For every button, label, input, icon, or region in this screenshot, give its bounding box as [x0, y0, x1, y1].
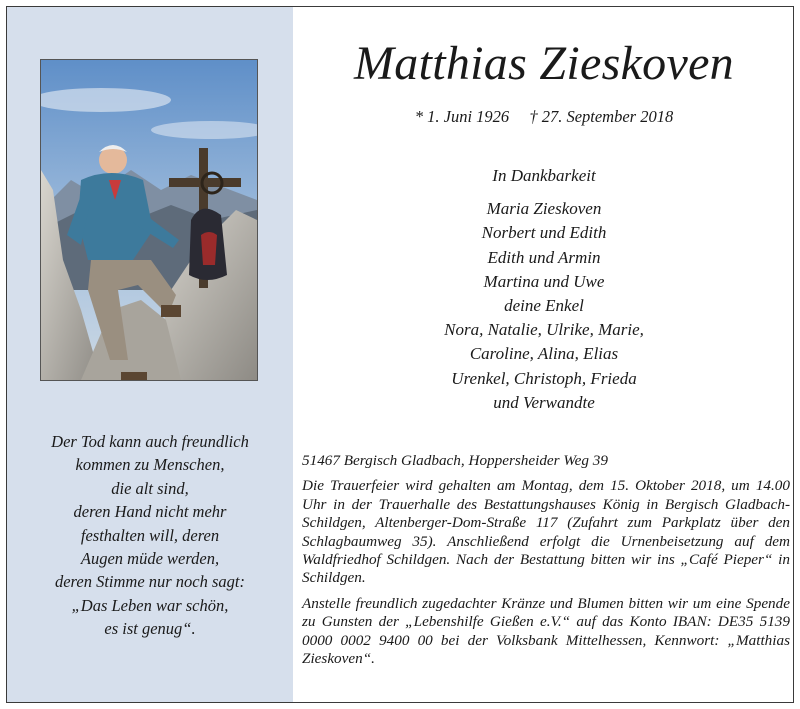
- mourner-line: deine Enkel: [504, 296, 584, 316]
- mourner-line: Edith und Armin: [487, 247, 601, 267]
- poem-line: die alt sind,: [111, 478, 189, 498]
- mourner-line: Martina und Uwe: [483, 271, 605, 291]
- birth-date: * 1. Juni 1926: [414, 107, 510, 126]
- poem-line: kommen zu Menschen,: [75, 455, 225, 475]
- mourner-line: Nora, Natalie, Ulrike, Marie,: [444, 320, 644, 340]
- funeral-info: [302, 452, 790, 675]
- poem: [7, 430, 293, 641]
- deceased-name: Matthias Zieskoven: [353, 37, 734, 90]
- life-dates: [293, 107, 794, 127]
- poem-line: Der Tod kann auch freundlich: [51, 432, 249, 451]
- donation-request: Anstelle freundlich zugedachter Kränze und Blumen bitten wir um eine Spende zu Gunsten der „Lebenshilfe Gießen e.V.“ auf das Konto IBAN: DE35 5139 0000 0002 9400 00 bei der Volksbank Mittelhessen, Kennwort: „Matthias Zieskoven“.: [302, 594, 790, 668]
- mourners-list: [293, 164, 794, 415]
- poem-line: deren Hand nicht mehr: [73, 502, 227, 522]
- right-panel: [293, 7, 794, 702]
- mourners-heading: In Dankbarkeit: [492, 166, 596, 185]
- mourner-line: Urenkel, Christoph, Frieda: [451, 368, 637, 388]
- address: 51467 Bergisch Gladbach, Hoppersheider Weg 39: [302, 452, 608, 469]
- left-panel: [7, 7, 293, 702]
- poem-line: es ist genug“.: [104, 619, 196, 639]
- mourner-line: und Verwandte: [493, 392, 595, 412]
- portrait-photo: [40, 59, 258, 381]
- mourner-line: Maria Zieskoven: [486, 199, 602, 219]
- death-date: † 27. September 2018: [529, 107, 674, 126]
- poem-line: „Das Leben war schön,: [71, 595, 229, 615]
- mourner-line: Norbert und Edith: [481, 223, 607, 243]
- funeral-details: Die Trauerfeier wird gehalten am Montag, dem 15. Oktober 2018, um 14.00 Uhr in der Trauerhalle des Bestattungshauses König in Bergisch Gladbach-Schildgen, Altenberger-Dom-Straße 117 (Zufahrt zum Parkplatz über den Schlagbaumweg 35). Anschließend erfolgt die Urnenbeisetzung auf dem Waldfriedhof Schildgen. Nach der Bestattung bitten wir ins „Café Pieper“ in Schildgen.: [302, 477, 790, 587]
- obituary-notice: [6, 6, 794, 703]
- poem-line: deren Stimme nur noch sagt:: [54, 572, 246, 592]
- poem-line: Augen müde werden,: [80, 549, 220, 569]
- poem-line: festhalten will, deren: [80, 525, 220, 545]
- portrait-photo-mountain-summit-cross-icon: [41, 60, 257, 380]
- mourner-line: Caroline, Alina, Elias: [469, 344, 619, 364]
